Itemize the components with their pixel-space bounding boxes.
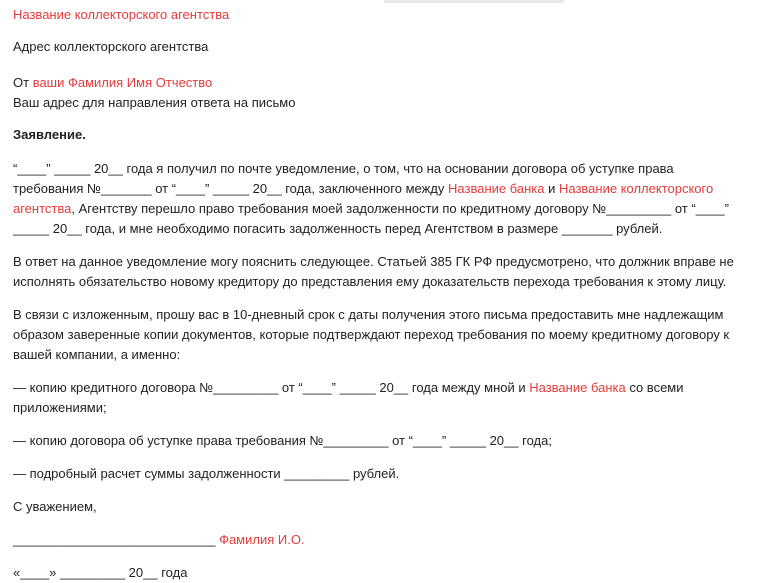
p1-and: и (544, 181, 559, 196)
paragraph-notice (13, 159, 758, 239)
item1-text: — копию кредитного договора №_________ от “____” _____ 20__ года между мной и (13, 380, 530, 395)
sender-line (13, 73, 758, 93)
p1-line2-text: требования №_______ от “____” _____ 20__ года, заключенного между (13, 181, 449, 196)
p3-line3: вашей компании, а именно: (13, 347, 181, 362)
bank-name-inline: Название банка (529, 380, 626, 395)
p1-line3 (13, 199, 758, 219)
regards: С уважением, (13, 499, 97, 514)
signature-line (13, 530, 758, 550)
signature-blank: ____________________________ (13, 532, 220, 547)
p2-line2: исполнять обязательство новому кредитору до представления ему доказательств перехода требования к этому лицу. (13, 274, 727, 289)
p2-line1: В ответ на данное уведомление могу пояснить следующее. Статьей 385 ГК РФ предусмотрено, что должник вправе не (13, 254, 734, 269)
paragraph-explanation (13, 252, 758, 292)
list-item: — копию договора об уступке права требования №_________ от “____” _____ 20__ года; (13, 433, 552, 448)
reply-address: Ваш адрес для направления ответа на письмо (13, 95, 296, 110)
agency-name-inline-1: Название коллекторского (558, 181, 714, 196)
item1-line1 (13, 378, 758, 398)
p1-line1: “____” _____ 20__ года я получил по почте уведомление, о том, что на основании договора об уступке права (13, 161, 674, 176)
p1-line3-text: , Агентству перешло право требования моей задолженности по кредитному договору №_________ от “____” (71, 201, 729, 216)
document-title: Заявление. (13, 127, 86, 142)
agency-name-inline-2: агентства (13, 201, 72, 216)
p3-line1: В связи с изложенным, прошу вас в 10-дневный срок с даты получения этого письма предоставить мне надлежащим (13, 307, 724, 322)
date-line: «____» _________ 20__ года (13, 565, 188, 580)
top-divider (384, 0, 564, 3)
p3-line2: образом заверенные копии документов, которые подтверждают переход требования по моему кредитному договору к (13, 327, 730, 342)
sender-name: ваши Фамилия Имя Отчество (32, 75, 213, 90)
p1-line2 (13, 179, 758, 199)
from-prefix: От (13, 75, 33, 90)
p1-line4: _____ 20__ года, и мне необходимо погасить задолженность перед Агентством в размере _______ рублей. (13, 221, 663, 236)
signature-name: Фамилия И.О. (219, 532, 305, 547)
list-item: — подробный расчет суммы задолженности _________ рублей. (13, 466, 400, 481)
agency-address: Адрес коллекторского агентства (13, 39, 209, 54)
agency-name: Название коллекторского агентства (13, 7, 230, 22)
list-item (13, 378, 758, 418)
item1-line2: приложениями; (13, 400, 107, 415)
item1-tail: со всеми (625, 380, 684, 395)
paragraph-request (13, 305, 758, 365)
bank-name: Название банка (448, 181, 545, 196)
